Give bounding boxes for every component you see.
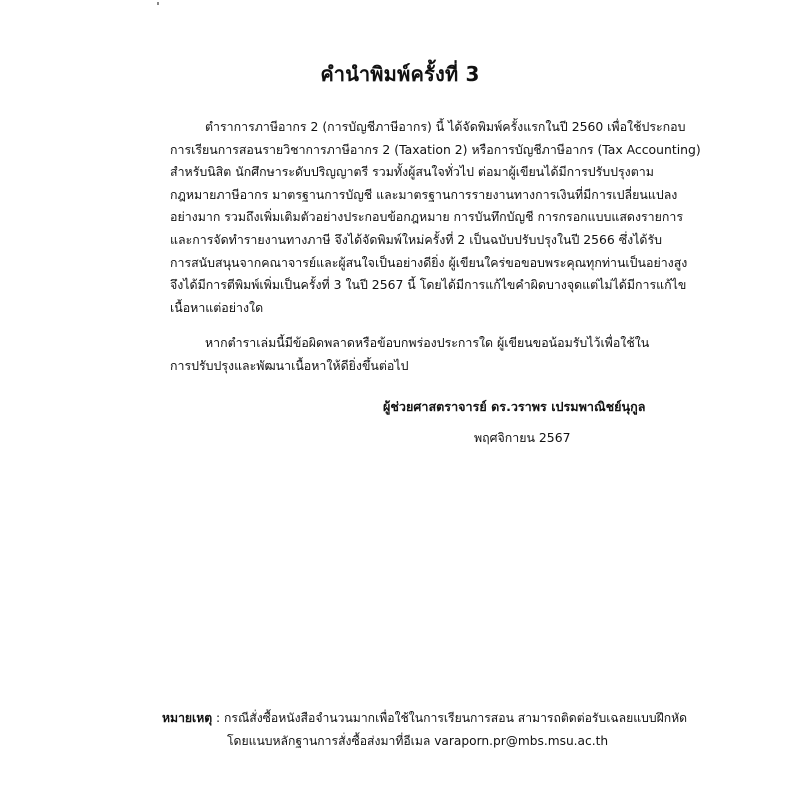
preface-line: กฎหมายภาษีอากร มาตรฐานการบัญชี และมาตรฐานการรายงานทางการเงินที่มีการเปลี่ยนแปลง: [170, 186, 678, 202]
preface-body: [170, 116, 701, 378]
preface-line: การปรับปรุงและพัฒนาเนื้อหาให้ดียิ่งขึ้นต่อไป: [170, 357, 409, 373]
preface-line: การสนับสนุนจากคณาจารย์และผู้สนใจเป็นอย่างดียิ่ง ผู้เขียนใคร่ขอขอบพระคุณทุกท่านเป็นอย่างสูง: [170, 254, 688, 270]
preface-date: พฤศจิกายน 2567: [474, 430, 571, 445]
note-separator: :: [212, 711, 225, 725]
note-line-1: กรณีสั่งซื้อหนังสือจำนวนมากเพื่อใช้ในการเรียนการสอน สามารถติดต่อรับเฉลยแบบฝึกหัด: [224, 711, 688, 725]
preface-line: การเรียนการสอนรายวิชาการภาษีอากร 2 (Taxation 2) หรือการบัญชีภาษีอากร (Tax Accounting): [170, 141, 701, 157]
author-signature: ผู้ช่วยศาสตราจารย์ ดร.วราพร เปรมพาณิชย์นุกูล: [383, 399, 646, 414]
scan-speck: [157, 2, 159, 5]
note-label: หมายเหตุ: [162, 711, 213, 725]
preface-line: หากตำราเล่มนี้มีข้อผิดพลาดหรือข้อบกพร่องประการใด ผู้เขียนขอน้อมรับไว้เพื่อใช้ใน: [205, 335, 650, 351]
preface-line: ตำราการภาษีอากร 2 (การบัญชีภาษีอากร) นี้ ได้จัดพิมพ์ครั้งแรกในปี 2560 เพื่อใช้ประกอบ: [205, 119, 686, 134]
preface-line: เนื้อหาแต่อย่างใด: [170, 299, 264, 315]
note-line-2: โดยแนบหลักฐานการสั่งซื้อส่งมาที่อีเมล varaporn.pr@mbs.msu.ac.th: [227, 734, 609, 748]
preface-line: จึงได้มีการตีพิมพ์เพิ่มเป็นครั้งที่ 3 ในปี 2567 นี้ โดยได้มีการแก้ไขคำผิดบางจุดแต่ไม่ได้มีการแก้ไข: [170, 277, 687, 293]
paragraph-spacer: [170, 319, 630, 332]
preface-line: และการจัดทำรายงานทางภาษี จึงได้จัดพิมพ์ใหม่ครั้งที่ 2 เป็นฉบับปรับปรุงในปี 2566 ซึ่งได้รับ: [170, 231, 662, 247]
page-title: คำนำพิมพ์ครั้งที่ 3: [320, 62, 480, 86]
preface-line: อย่างมาก รวมถึงเพิ่มเติมตัวอย่างประกอบข้อกฎหมาย การบันทึกบัญชี การกรอกแบบแสดงรายการ: [170, 209, 684, 225]
footer-note: [162, 707, 687, 753]
preface-line: สำหรับนิสิต นักศึกษาระดับปริญญาตรี รวมทั้งผู้สนใจทั่วไป ต่อมาผู้เขียนได้มีการปรับปรุงตาม: [170, 164, 654, 180]
